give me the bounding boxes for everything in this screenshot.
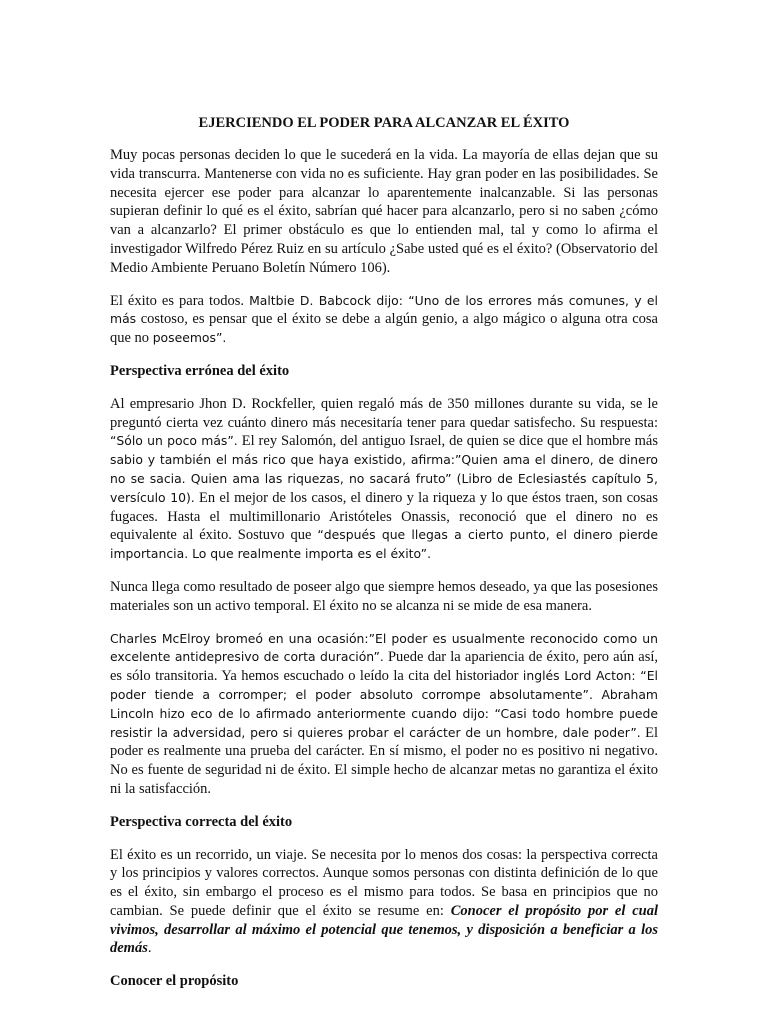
paragraph-recorrido [110,846,658,959]
quote-acton-lincoln: inglés Lord Acton: “El poder tiende a corromper; el poder absoluto corrompe absolutamente”. Abraham Lincoln hizo eco de lo afirmado anteriormente cuando dijo: “Casi todo hombre puede resistir la adversidad, pero si quieres probar el carácter de un hombre, dale poder”. [110,668,658,740]
paragraph-intro: Muy pocas personas deciden lo que le sucederá en la vida. La mayoría de ellas dejan que su vida transcurra. Mantenerse con vida no es suficiente. Hay gran poder en las posibilidades. Se necesita ejercer ese poder para alcanzar lo aparentemente inalcanzable. Si las personas supieran definir lo qué es el éxito, sabrían qué hacer para alcanzarlo, pero si no saben ¿cómo van a alcanzarlo? El primer obstáculo es que lo entienden mal, tal y como lo afirma el investigador Wilfredo Pérez Ruiz en su artículo ¿Sabe usted qué es el éxito? (Observatorio del Medio Ambiente Peruano Boletín Número 106). [110,147,658,276]
text-run: El poder es realmente una prueba del carácter. En sí mismo, el poder no es positivo ni negativo. No es fuente de seguridad ni de éxito. El simple hecho de alcanzar metas no garantiza el éxito ni la satisfacción. [110,724,658,797]
text-run: Al empresario Jhon D. Rockfeller, quien regaló más de 350 millones durante su vida, se le preguntó cierta vez cuánto dinero más necesitaría tener para quedar satisfecho. Su respuesta: [110,395,658,431]
text-run: El rey Salomón, del antiguo Israel, de quien se dice que el hombre más [237,433,659,450]
quote-salomon: sabio y también el más rico que haya existido, afirma:”Quien ama el dinero, de dinero no se sacia. Quien ama las riquezas, no sacará fruto” (Libro de Eclesiastés capítulo 5, versículo 10). [110,452,658,505]
definition-emphasis: Conocer el propósito por el cual vivimos, desarrollar al máximo el potencial que tenemos, y disposición a beneficiar a los demás [110,902,658,957]
document-title: EJERCIENDO EL PODER PARA ALCANZAR EL ÉXITO [198,115,570,131]
paragraph-poder [110,630,658,799]
text-run: El éxito es para todos. [110,292,250,309]
section-heading-proposito: Conocer el propósito [110,973,239,990]
paragraph-rockfeller [110,395,658,564]
text-run: En el mejor de los casos, el dinero y la riqueza y lo que éstos traen, son cosas fugaces. Hasta el multimillonario Aristóteles Onassis, reconoció que el dinero no es equivalente al éxito. Sostuvo que [110,489,658,544]
text-run: Puede dar la apariencia de éxito, pero aún así, es sólo transitoria. Ya hemos escuchado o leído la cita del historiador [110,649,659,685]
quote-babcock: Maltbie D. Babcock dijo: “Uno de los errores más comunes, y el más [110,292,658,327]
paragraph-posesiones: Nunca llega como resultado de poseer algo que siempre hemos deseado, ya que las posesiones materiales son un activo temporal. El éxito no se alcanza ni se mide de esa manera. [110,578,658,614]
text-run: . [147,940,152,957]
quote-mcelroy: Charles McElroy bromeó en una ocasión:”El poder es usualmente reconocido como un excelente antidepresivo de corta duración”. [110,630,658,665]
text-run: El éxito es un recorrido, un viaje. Se necesita por lo menos dos cosas: la perspectiva correcta y los principios y valores correctos. Aunque somos personas con distinta definición de lo que es el éxito, sin embargo el proceso es el mismo para todos. Se basa en principios que no cambian. Se puede definir que el éxito se resume en: [110,846,658,919]
quote-rockfeller: “Sólo un poco más”. [110,433,238,449]
quote-onassis: “después que llegas a cierto punto, el dinero pierde importancia. Lo que realmente importa es el éxito”. [110,527,658,562]
paragraph-babcock [110,292,658,348]
text-run: costoso, es pensar que el éxito se debe a algún genio, a algo mágico o alguna otra cosa que no [110,311,658,347]
quote-babcock-end: poseemos”. [152,330,227,346]
section-heading-erronea: Perspectiva errónea del éxito [110,362,290,379]
section-heading-correcta: Perspectiva correcta del éxito [110,813,293,830]
